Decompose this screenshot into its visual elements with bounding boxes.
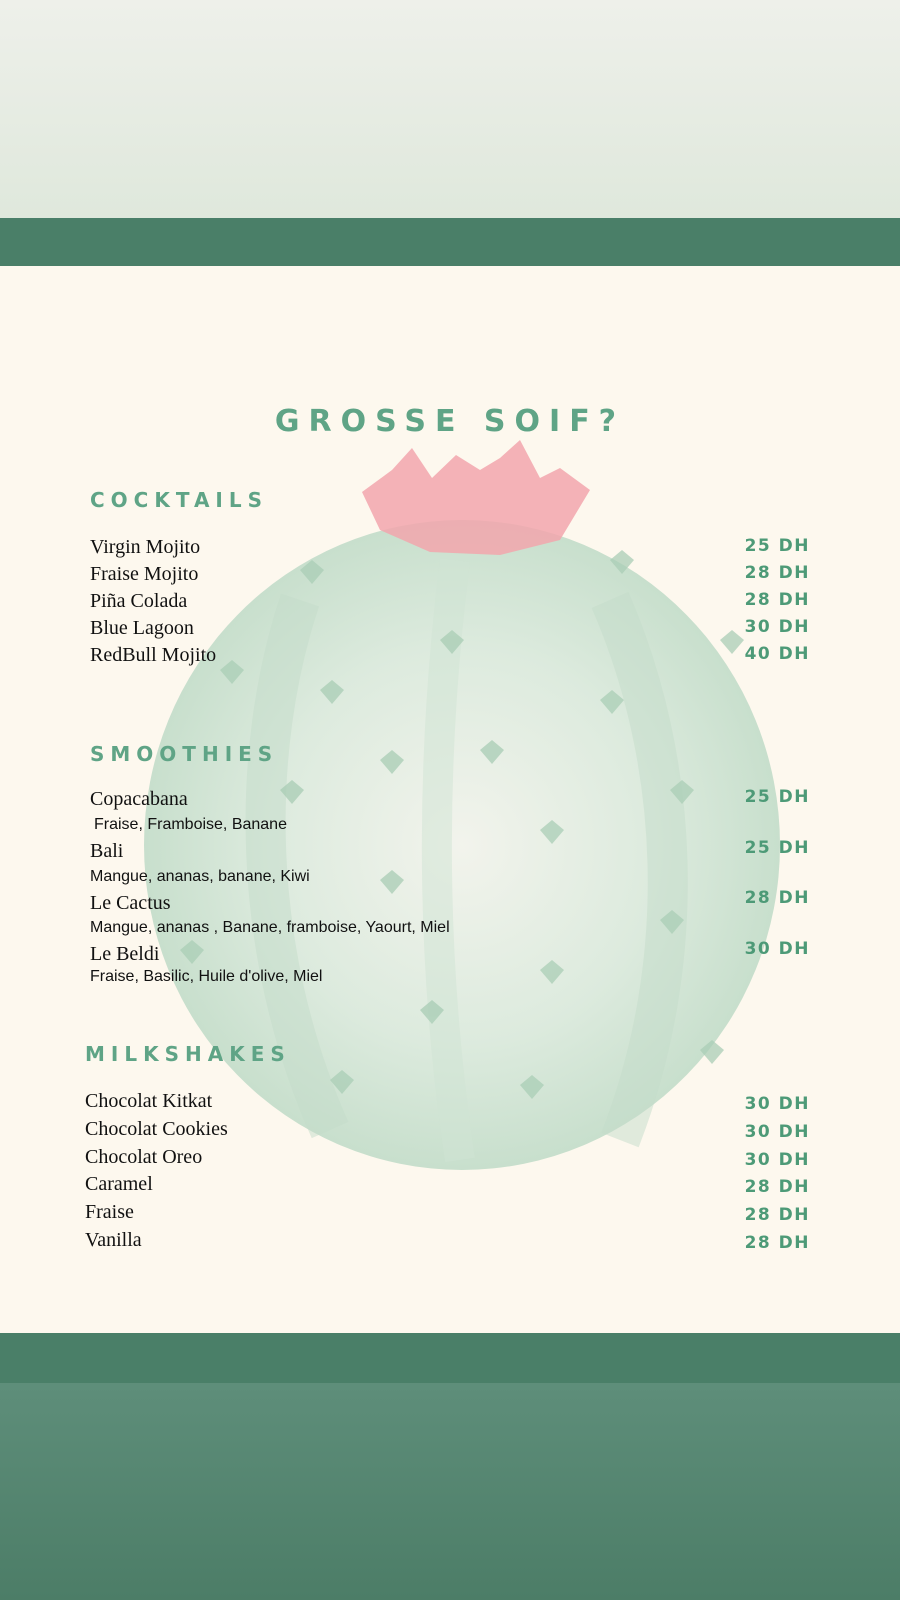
smoothie-item-description: Fraise, Basilic, Huile d'olive, Miel (90, 968, 323, 985)
cocktail-item-price: 28 DH (744, 563, 810, 583)
cocktail-item-price: 28 DH (744, 590, 810, 610)
smoothie-item-name: Le Cactus (90, 892, 171, 914)
smoothie-item-name: Copacabana (90, 788, 188, 810)
smoothie-item-price: 28 DH (744, 888, 810, 908)
milkshake-item-price: 28 DH (744, 1233, 810, 1253)
milkshake-item-name: Chocolat Oreo (85, 1146, 203, 1168)
milkshake-item-name: Chocolat Cookies (85, 1118, 228, 1140)
milkshake-item-price: 28 DH (744, 1177, 810, 1197)
milkshake-item-price: 28 DH (744, 1205, 810, 1225)
smoothie-item-description: Mangue, ananas, banane, Kiwi (90, 868, 310, 885)
cocktail-item-price: 30 DH (744, 617, 810, 637)
smoothie-item-price: 30 DH (744, 939, 810, 959)
smoothie-item-name: Bali (90, 840, 124, 862)
smoothie-item-description: Fraise, Framboise, Banane (94, 816, 287, 833)
cocktail-item-name: RedBull Mojito (90, 644, 217, 666)
milkshake-item-name: Vanilla (85, 1229, 142, 1251)
cocktail-item-name: Fraise Mojito (90, 563, 199, 585)
milkshake-item-name: Caramel (85, 1173, 153, 1195)
cocktail-item-price: 40 DH (744, 644, 810, 664)
cocktail-item-price: 25 DH (744, 536, 810, 556)
milkshake-item-name: Chocolat Kitkat (85, 1090, 213, 1112)
section-heading-cocktails: COCKTAILS (90, 488, 269, 512)
milkshake-item-name: Fraise (85, 1201, 134, 1223)
smoothie-item-price: 25 DH (744, 787, 810, 807)
section-heading-smoothies: SMOOTHIES (90, 742, 279, 766)
smoothie-item-price: 25 DH (744, 838, 810, 858)
milkshake-item-price: 30 DH (744, 1122, 810, 1142)
smoothie-item-name: Le Beldi (90, 943, 160, 965)
milkshake-item-price: 30 DH (744, 1150, 810, 1170)
section-heading-milkshakes: MILKSHAKES (85, 1042, 291, 1066)
milkshake-item-price: 30 DH (744, 1094, 810, 1114)
cactus-body (144, 520, 780, 1170)
cocktail-item-name: Blue Lagoon (90, 617, 194, 639)
menu-title: GROSSE SOIF? (274, 404, 626, 439)
cocktail-item-name: Piña Colada (90, 590, 188, 612)
smoothie-item-description: Mangue, ananas , Banane, framboise, Yaourt, Miel (90, 919, 450, 936)
cocktail-item-name: Virgin Mojito (90, 536, 201, 558)
